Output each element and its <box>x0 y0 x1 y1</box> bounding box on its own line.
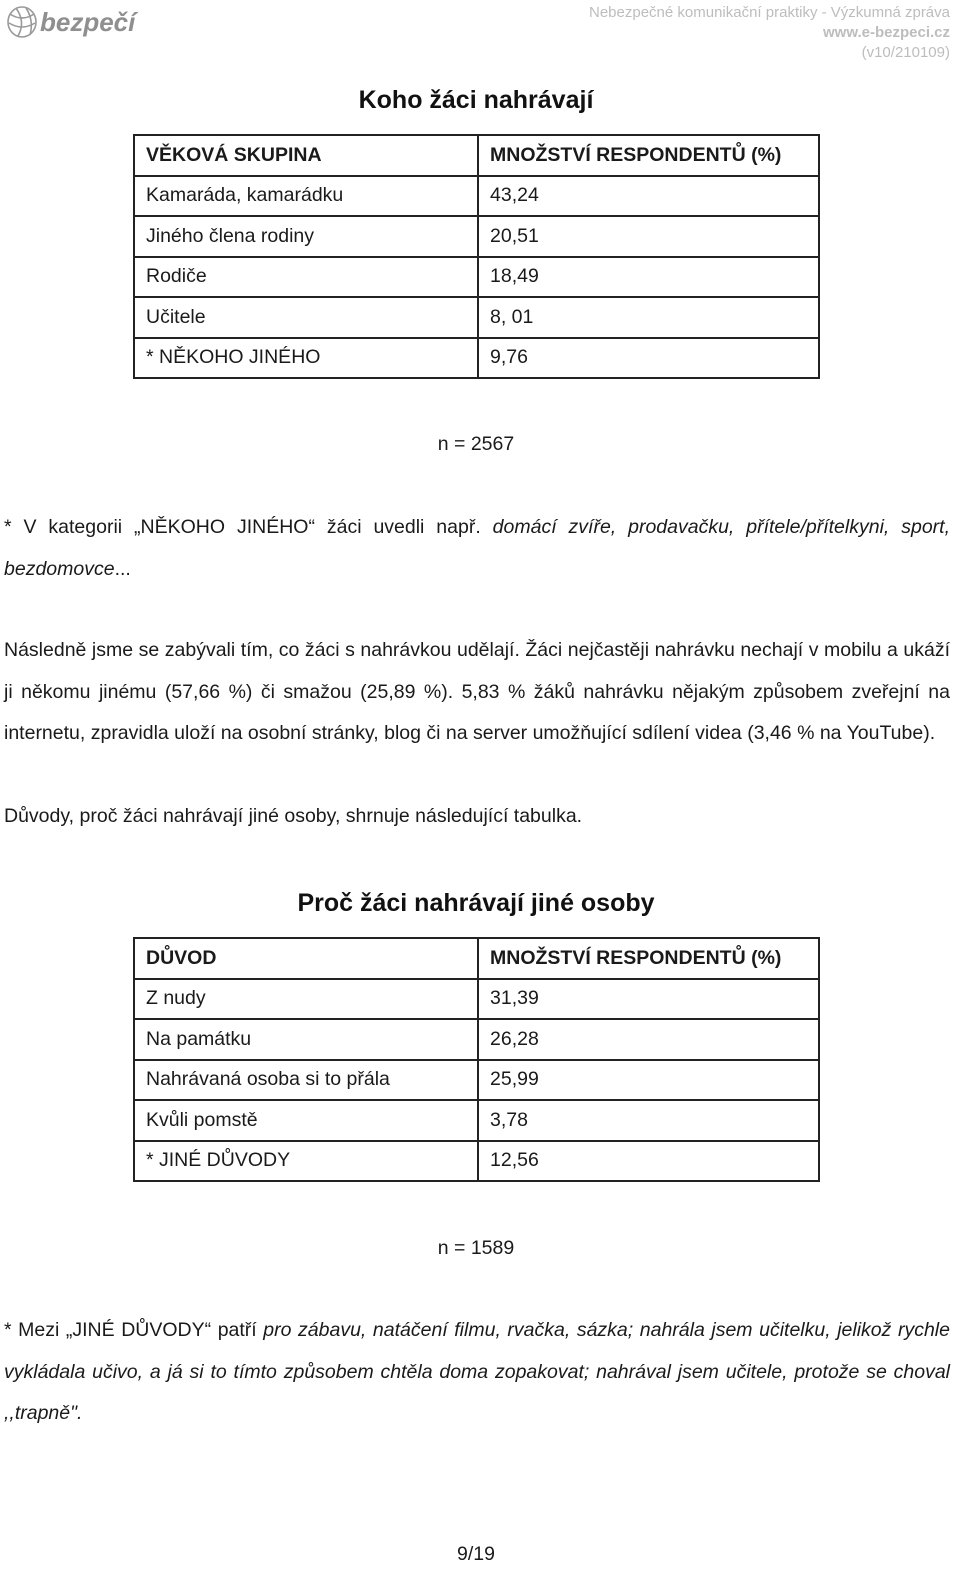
table1 <box>133 134 820 379</box>
table-row <box>134 1060 819 1101</box>
table-row <box>134 1019 819 1060</box>
column-header: MNOŽSTVÍ RESPONDENTŮ (%) <box>478 135 819 176</box>
table-row <box>134 1100 819 1141</box>
row-value: 31,39 <box>478 979 819 1020</box>
row-value: 18,49 <box>478 257 819 298</box>
table2-sample-size: n = 1589 <box>437 1237 515 1259</box>
logo-text: bezpečí <box>40 7 136 37</box>
table-row <box>134 1141 819 1182</box>
report-header <box>589 3 950 63</box>
table-header-row <box>134 938 819 979</box>
table-header-row <box>134 135 819 176</box>
column-header: MNOŽSTVÍ RESPONDENTŮ (%) <box>478 938 819 979</box>
row-label: * NĚKOHO JINÉHO <box>134 338 478 379</box>
table2-footnote <box>4 1310 950 1435</box>
row-label: Kvůli pomstě <box>134 1100 478 1141</box>
report-url: www.e-bezpeci.cz <box>823 24 950 41</box>
row-label: Nahrávaná osoba si to přála <box>134 1060 478 1101</box>
row-value: 8, 01 <box>478 297 819 338</box>
table-row <box>134 176 819 217</box>
table1-footnote <box>4 507 950 590</box>
row-label: Z nudy <box>134 979 478 1020</box>
footnote-suffix: ... <box>114 557 131 580</box>
row-label: * JINÉ DŮVODY <box>134 1141 478 1182</box>
table2-title: Proč žáci nahrávají jiné osoby <box>297 889 655 917</box>
body-paragraph: Následně jsme se zabývali tím, co žáci s nahrávkou udělají. Žáci nejčastěji nahrávku nechají v mobilu a ukáží ji někomu jinému (57,66 %) či smažou (25,89 %). 5,83 % žáků nahrávku nějakým způsobem zveřejní na internetu, zpravidla uloží na osobní stránky, blog či na server umožňující sdílení videa (3,46 % na YouTube). <box>4 639 950 744</box>
row-value: 12,56 <box>478 1141 819 1182</box>
page-number: 9/19 <box>457 1543 495 1565</box>
row-value: 20,51 <box>478 216 819 257</box>
row-label: Rodiče <box>134 257 478 298</box>
table2 <box>133 937 820 1182</box>
table-row <box>134 257 819 298</box>
row-value: 3,78 <box>478 1100 819 1141</box>
footnote-prefix: * V kategorii „NĚKOHO JINÉHO“ žáci uvedli např. <box>4 516 493 538</box>
table-row <box>134 216 819 257</box>
shield-globe-icon <box>8 7 36 37</box>
table1-title: Koho žáci nahrávají <box>358 86 594 114</box>
report-version: (v10/210109) <box>861 44 950 61</box>
row-label: Na památku <box>134 1019 478 1060</box>
row-label: Kamaráda, kamarádku <box>134 176 478 217</box>
row-label: Učitele <box>134 297 478 338</box>
table1-sample-size: n = 2567 <box>437 433 515 455</box>
column-header: VĚKOVÁ SKUPINA <box>134 135 478 176</box>
row-value: 26,28 <box>478 1019 819 1060</box>
table-row <box>134 338 819 379</box>
table-row <box>134 297 819 338</box>
bezpeci-logo <box>4 2 154 42</box>
row-value: 43,24 <box>478 176 819 217</box>
footnote-examples: pro zábavu, natáčení filmu, rvačka, sázka; nahrála jsem učitelku, jelikož rychle vykládala učivo, a já si to tímto způsobem chtěla doma zopakovat; nahrával jsem učitele, protože se choval ,,trapně". <box>4 1319 950 1424</box>
row-value: 9,76 <box>478 338 819 379</box>
footnote-prefix: * Mezi „JINÉ DŮVODY“ patří <box>4 1319 264 1341</box>
table-row <box>134 979 819 1020</box>
row-label: Jiného člena rodiny <box>134 216 478 257</box>
report-title: Nebezpečné komunikační praktiky - Výzkumná zpráva <box>589 4 950 21</box>
footnote-examples: domácí zvíře, prodavačku, přítele/přítelkyni, sport, bezdomovce <box>4 516 950 580</box>
row-value: 25,99 <box>478 1060 819 1101</box>
body-paragraph-intro: Důvody, proč žáci nahrávají jiné osoby, shrnuje následující tabulka. <box>4 805 583 827</box>
column-header: DŮVOD <box>134 938 478 979</box>
